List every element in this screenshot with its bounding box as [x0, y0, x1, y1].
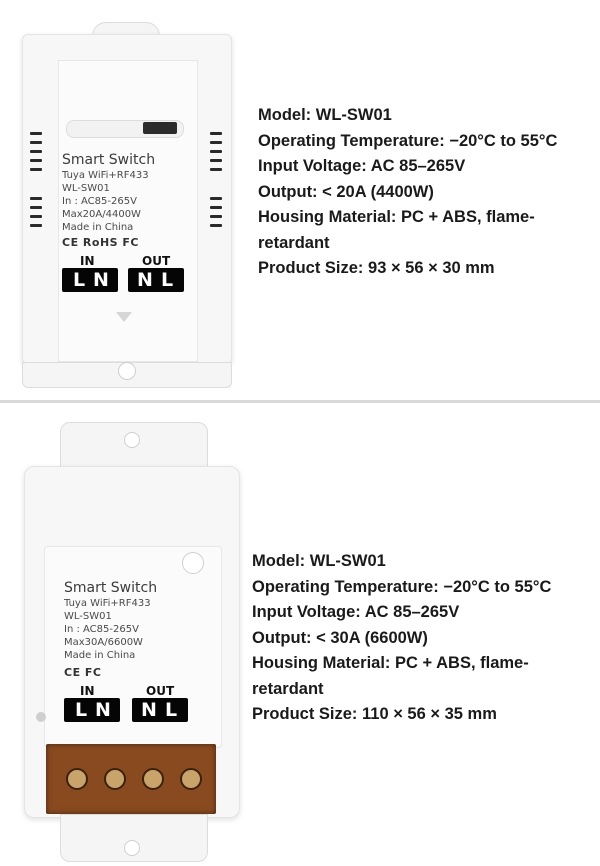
- terminal-screw-2: [104, 768, 126, 790]
- device-label-line-5: Made in China: [62, 222, 134, 233]
- device-label-line-2: WL-SW01: [64, 611, 112, 622]
- spec-housing-material: Housing Material: PC + ABS, flame-: [252, 654, 529, 672]
- terminal-labels-in: [62, 268, 118, 292]
- spec-operating-temperature: Operating Temperature: −20°C to 55°C: [252, 577, 552, 596]
- spec-list-30a: [252, 549, 551, 728]
- pairing-button: [143, 122, 177, 134]
- terminal-screw-3: [142, 768, 164, 790]
- device-label-line-3: In : AC85-265V: [62, 196, 137, 207]
- terminal-l-in: L: [72, 269, 86, 291]
- device-label-line-4: Max30A/6600W: [64, 637, 143, 648]
- smart-switch-device-20a: [22, 22, 232, 387]
- device-label-title: Smart Switch: [64, 580, 158, 596]
- vents-right: [210, 132, 222, 233]
- device-label-line-2: WL-SW01: [62, 183, 110, 194]
- device-label-line-1: Tuya WiFi+RF433: [62, 170, 149, 181]
- device-label-line-3: In : AC85-265V: [64, 624, 139, 635]
- out-label: OUT: [142, 254, 171, 268]
- spec-housing-material-cont: retardant: [258, 233, 330, 252]
- device-label-line-5: Made in China: [64, 650, 136, 661]
- panel-divider: [0, 400, 600, 403]
- terminal-screw-4: [180, 768, 202, 790]
- in-label: IN: [80, 684, 95, 698]
- terminal-n-in: N: [95, 699, 111, 721]
- spec-input-voltage: Input Voltage: AC 85–265V: [252, 603, 460, 621]
- product-panel-20a: [0, 0, 600, 400]
- terminal-labels-out: [132, 698, 188, 722]
- arrow-down-icon: [116, 312, 132, 322]
- terminal-l-out: L: [160, 269, 174, 291]
- terminal-block: [46, 744, 216, 814]
- terminal-l-in: L: [74, 699, 88, 721]
- spec-housing-material: Housing Material: PC + ABS, flame-: [258, 208, 535, 226]
- vents-left: [30, 132, 42, 233]
- terminal-n-out: N: [137, 269, 153, 291]
- product-panel-30a: [0, 406, 600, 866]
- device-label-title: Smart Switch: [62, 152, 156, 168]
- spec-output: Output: < 20A (4400W): [258, 182, 434, 201]
- status-led: [36, 712, 46, 722]
- spec-list-20a: [258, 103, 557, 282]
- device-label-line-1: Tuya WiFi+RF433: [64, 598, 151, 609]
- spec-output: Output: < 30A (6600W): [252, 628, 428, 647]
- terminal-n-out: N: [141, 699, 157, 721]
- reset-button: [182, 552, 204, 574]
- out-label: OUT: [146, 684, 175, 698]
- mounting-hole-top: [124, 432, 140, 448]
- spec-model: Model: WL-SW01: [258, 106, 392, 124]
- in-label: IN: [80, 254, 95, 268]
- spec-model: Model: WL-SW01: [252, 552, 386, 570]
- spec-product-size: Product Size: 93 × 56 × 30 mm: [258, 259, 495, 277]
- spec-housing-material-cont: retardant: [252, 679, 324, 698]
- device-label-line-4: Max20A/4400W: [62, 209, 141, 220]
- terminal-labels-in: [64, 698, 120, 722]
- certification-marks: CE FC: [64, 666, 102, 679]
- spec-product-size: Product Size: 110 × 56 × 35 mm: [252, 705, 497, 723]
- mounting-hole-bottom: [124, 840, 140, 856]
- terminal-l-out: L: [164, 699, 178, 721]
- mounting-hole-bottom: [118, 362, 136, 380]
- certification-marks: CE RoHS FC: [62, 236, 139, 249]
- terminal-labels-out: [128, 268, 184, 292]
- terminal-screw-1: [66, 768, 88, 790]
- terminal-n-in: N: [93, 269, 109, 291]
- smart-switch-device-30a: [24, 422, 240, 862]
- spec-operating-temperature: Operating Temperature: −20°C to 55°C: [258, 131, 558, 150]
- spec-input-voltage: Input Voltage: AC 85–265V: [258, 157, 466, 175]
